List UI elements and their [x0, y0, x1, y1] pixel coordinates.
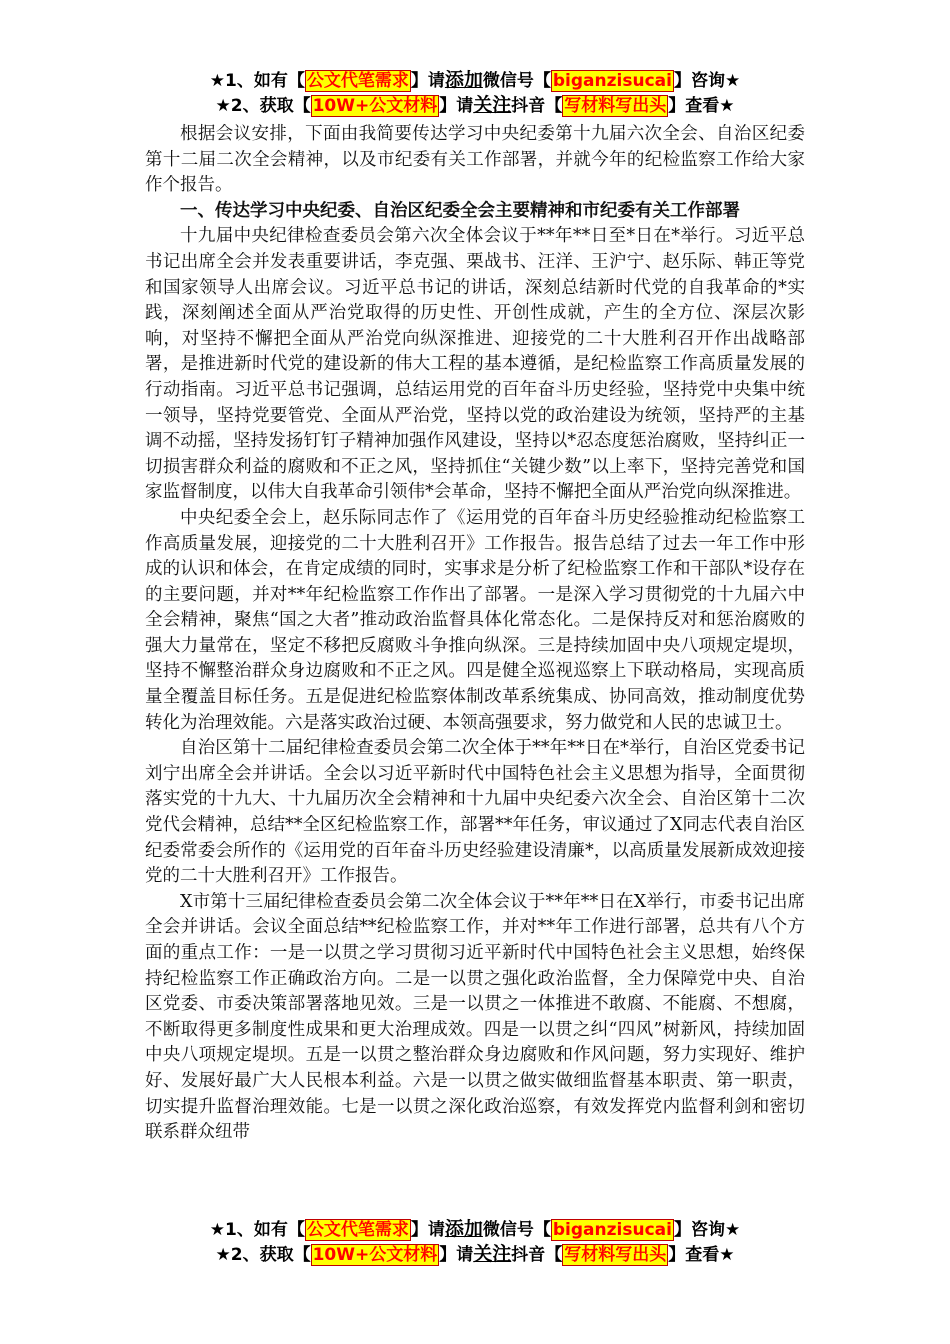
footer-ad-block — [0, 1217, 950, 1267]
ad-underline: 关注 — [473, 1243, 512, 1265]
ad-text: 微信号【 — [482, 1220, 551, 1240]
ad-text: ★2、获取【 — [215, 1245, 311, 1265]
ad-text: 】咨询★ — [673, 71, 741, 91]
intro-paragraph: 根据会议安排，下面由我简要传达学习中央纪委第十九届六次全会、自治区纪委第十二届二次全会精神，以及市纪委有关工作部署，并就今年的纪检监察工作给大家作个报告。 — [145, 124, 805, 196]
body-paragraph: X市第十三届纪律检查委员会第二次全体会议于**年**日在X举行，市委书记出席全会并讲话。会议全面总结**纪检监察工作，并对**年工作进行部署，总共有八个方面的重点工作：一是一以贯之学习贯彻习近平新时代中国特色社会主义思想，始终保持纪检监察工作正确政治方向。二是一以贯之强化政治监督，全力保障党中央、自治区党委、市委决策部署落地见效。三是一以贯之一体推进不敢腐、不能腐、不想腐，不断取得更多制度性成果和更大治理成效。四是一以贯之纠“四风”树新风，持续加固中央八项规定堤坝。五是一以贯之整治群众身边腐败和作风问题，努力实现好、维护好、发展好最广大人民根本利益。六是一以贯之做实做细监督基本职责、第一职责，切实提升监督治理效能。七是一以贯之深化政治巡察，有效发挥党内监督利剑和密切联系群众纽带 — [145, 891, 805, 1143]
ad-text: 】请 — [410, 1220, 445, 1240]
ad-text: ★2、获取【 — [215, 96, 311, 116]
ad-text: 抖音【 — [511, 1245, 563, 1265]
body-paragraph: 中央纪委全会上，赵乐际同志作了《运用党的百年奋斗历史经验推动纪检监察工作高质量发展，迎接党的二十大胜利召开》工作报告。报告总结了过去一年工作中形成的认识和体会，在肯定成绩的同时，实事求是分析了纪检监察工作和干部队*设存在的主要问题，并对**年纪检监察工作作出了部署。一是深入学习贯彻党的十九届六中全会精神，聚焦“国之大者”推动政治监督具体化常态化。二是保持反对和惩治腐败的强大力量常在，坚定不移把反腐败斗争推向纵深。三是持续加固中央八项规定堤坝，坚持不懈整治群众身边腐败和不正之风。四是健全巡视巡察上下联动格局，实现高质量全覆盖目标任务。五是促进纪检监察体制改革系统集成、协同高效，推动制度优势转化为治理效能。六是落实政治过硬、本领高强要求，努力做党和人民的忠诚卫士。 — [145, 507, 805, 733]
ad-underline: 添加 — [444, 69, 483, 91]
ad-highlight: 10W+公文材料 — [312, 96, 438, 116]
ad-highlight: 写材料写出头 — [564, 1245, 667, 1265]
ad-text: 】查看★ — [668, 1245, 735, 1265]
ad-underline: 关注 — [473, 94, 512, 116]
ad-line-2 — [0, 93, 950, 118]
ad-underline: 添加 — [444, 1218, 483, 1240]
ad-text: 】请 — [410, 71, 445, 91]
ad-text: 】请 — [439, 96, 474, 116]
ad-highlight: 公文代笔需求 — [306, 1220, 409, 1240]
ad-text: 】请 — [439, 1245, 474, 1265]
body-paragraph: 十九届中央纪律检查委员会第六次全体会议于**年**日至*日在*举行。习近平总书记出席全会并发表重要讲话，李克强、栗战书、汪洋、王沪宁、赵乐际、韩正等党和国家领导人出席会议。习近平总书记的讲话，深刻总结新时代党的自我革命的*实践，深刻阐述全面从严治党取得的历史性、开创性成就，产生的全方位、深层次影响，对坚持不懈把全面从严治党向纵深推进、迎接党的二十大胜利召开作出战略部署，是推进新时代党的建设新的伟大工程的基本遵循，是纪检监察工作高质量发展的行动指南。习近平总书记强调，总结运用党的百年奋斗历史经验，坚持党中央集中统一领导，坚持党要管党、全面从严治党，坚持以党的政治建设为统领，坚持严的主基调不动摇，坚持发扬钉钉子精神加强作风建设，坚持以*忍态度惩治腐败，坚持纠正一切损害群众利益的腐败和不正之风，坚持抓住“关键少数”以上率下，坚持完善党和国家监督制度，以伟大自我革命引领伟*会革命，坚持不懈把全面从严治党向纵深推进。 — [145, 226, 805, 503]
ad-text: 抖音【 — [511, 96, 563, 116]
header-ad-block — [0, 68, 950, 118]
document-body — [145, 122, 805, 1146]
ad-highlight: biganzisucai — [552, 1220, 672, 1240]
section-heading: 一、传达学习中央纪委、自治区纪委全会主要精神和市纪委有关工作部署 — [180, 200, 740, 221]
ad-line-1 — [0, 68, 950, 93]
ad-text: ★1、如有【 — [209, 1220, 305, 1240]
ad-text: 】咨询★ — [673, 1220, 741, 1240]
ad-text: 】查看★ — [668, 96, 735, 116]
ad-highlight: 10W+公文材料 — [312, 1245, 438, 1265]
ad-highlight: biganzisucai — [552, 71, 672, 91]
ad-highlight: 公文代笔需求 — [306, 71, 409, 91]
ad-text: 微信号【 — [482, 71, 551, 91]
body-paragraph: 自治区第十二届纪律检查委员会第二次全体于**年**日在*举行，自治区党委书记刘宁出席全会并讲话。全会以习近平新时代中国特色社会主义思想为指导，全面贯彻落实党的十九大、十九届历次全会精神和十九届中央纪委六次全会、自治区第十二次党代会精神，总结**全区纪检监察工作，部署**年任务，审议通过了X同志代表自治区纪委常委会所作的《运用党的百年奋斗历史经验建设清廉*，以高质量发展新成效迎接党的二十大胜利召开》工作报告。 — [145, 738, 805, 887]
ad-highlight: 写材料写出头 — [564, 96, 667, 116]
ad-line-1 — [0, 1217, 950, 1242]
ad-text: ★1、如有【 — [209, 71, 305, 91]
ad-line-2 — [0, 1242, 950, 1267]
